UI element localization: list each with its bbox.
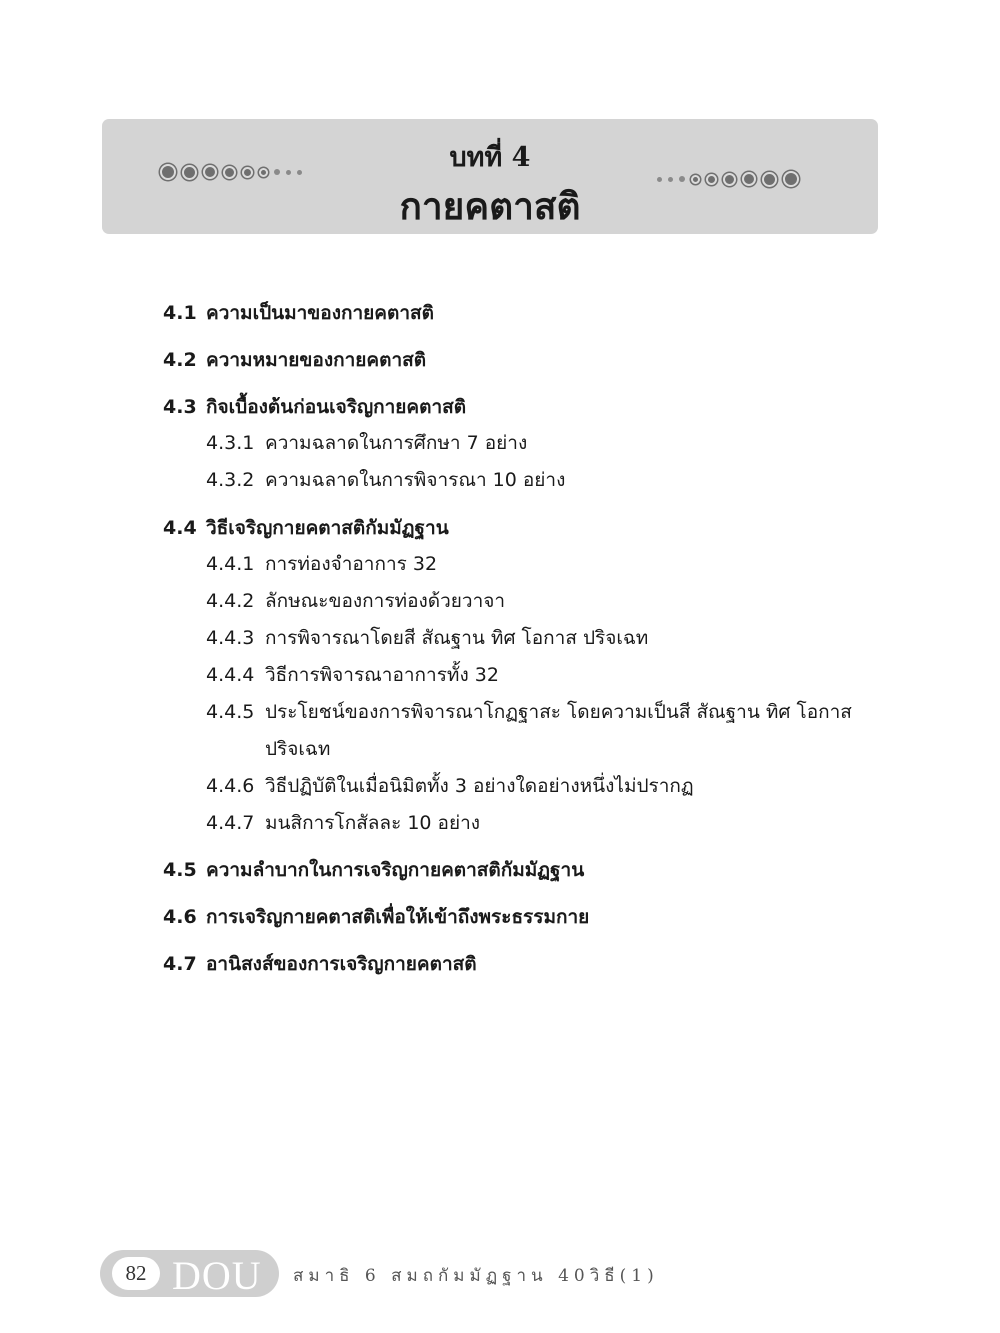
toc-number: 4.6 bbox=[163, 906, 197, 928]
toc-item-4-7 bbox=[163, 949, 477, 979]
book-title: สมาธิ 6 สมถกัมมัฏฐาน 40วิธี(1) bbox=[293, 1266, 659, 1286]
toc-text: ความฉลาดในการศึกษา 7 อย่าง bbox=[265, 432, 528, 454]
toc-text: ความหมายของกายคตาสติ bbox=[206, 349, 427, 371]
toc-text: วิธีการพิจารณาอาการทั้ง 32 bbox=[265, 664, 499, 686]
toc-text: การท่องจำอาการ 32 bbox=[265, 553, 438, 575]
toc-number: 4.3 bbox=[163, 396, 197, 418]
toc-number: 4.5 bbox=[163, 859, 197, 881]
toc-item-4-3 bbox=[163, 392, 466, 422]
toc-number: 4.4.3 bbox=[206, 627, 255, 649]
toc-text: มนสิการโกสัลละ 10 อย่าง bbox=[265, 812, 481, 834]
toc-number: 4.7 bbox=[163, 953, 197, 975]
toc-text: ความเป็นมาของกายคตาสติ bbox=[206, 302, 434, 324]
toc-text: วิธีเจริญกายคตาสติกัมมัฏฐาน bbox=[206, 517, 449, 539]
toc-number: 4.4.1 bbox=[206, 553, 255, 575]
toc-number: 4.2 bbox=[163, 349, 197, 371]
toc-text: วิธีปฏิบัติในเมื่อนิมิตทั้ง 3 อย่างใดอย่างหนึ่งไม่ปรากฏ bbox=[265, 775, 694, 797]
footer-badge bbox=[100, 1250, 279, 1297]
toc-text: การเจริญกายคตาสติเพื่อให้เข้าถึงพระธรรมกาย bbox=[206, 906, 590, 928]
toc-item-4-3-2 bbox=[206, 465, 565, 495]
chapter-title: กายคตาสติ bbox=[399, 185, 581, 228]
toc-number: 4.4.2 bbox=[206, 590, 255, 612]
toc-item-4-4-7 bbox=[206, 808, 480, 838]
toc-text: ประโยชน์ของการพิจารณาโกฏฐาสะ โดยความเป็นสี สัณฐาน ทิศ โอกาส bbox=[265, 701, 852, 723]
toc-item-4-3-1 bbox=[206, 428, 527, 458]
toc-item-4-4-5-continuation: ปริจเฉท bbox=[265, 738, 331, 760]
toc-number: 4.4.7 bbox=[206, 812, 255, 834]
toc-item-4-4-6 bbox=[206, 771, 694, 801]
toc-item-4-4-5 bbox=[206, 697, 852, 727]
toc-text: ความลำบากในการเจริญกายคตาสติกัมมัฏฐาน bbox=[206, 859, 585, 881]
toc-item-4-1 bbox=[163, 298, 434, 328]
toc-number: 4.4.6 bbox=[206, 775, 255, 797]
toc-number: 4.4.4 bbox=[206, 664, 255, 686]
toc-text: ลักษณะของการท่องด้วยวาจา bbox=[265, 590, 506, 612]
toc-number: 4.3.2 bbox=[206, 469, 255, 491]
toc-item-4-4-2 bbox=[206, 586, 505, 616]
toc-item-4-6 bbox=[163, 902, 589, 932]
page-number: 82 bbox=[112, 1257, 160, 1290]
toc-item-4-4-4 bbox=[206, 660, 499, 690]
chapter-label: บทที่ 4 bbox=[449, 142, 531, 173]
toc-item-4-4-1 bbox=[206, 549, 437, 579]
toc-number: 4.4.5 bbox=[206, 701, 255, 723]
toc-number: 4.4 bbox=[163, 517, 197, 539]
toc-text: ความฉลาดในการพิจารณา 10 อย่าง bbox=[265, 469, 566, 491]
toc-text: อานิสงส์ของการเจริญกายคตาสติ bbox=[206, 953, 477, 975]
toc-item-4-4-3 bbox=[206, 623, 648, 653]
toc-number: 4.1 bbox=[163, 302, 197, 324]
toc-text: การพิจารณาโดยสี สัณฐาน ทิศ โอกาส ปริจเฉท bbox=[265, 627, 649, 649]
toc-item-4-5 bbox=[163, 855, 584, 885]
toc-number: 4.3.1 bbox=[206, 432, 255, 454]
toc-text: กิจเบื้องต้นก่อนเจริญกายคตาสติ bbox=[206, 396, 467, 418]
toc-item-4-2 bbox=[163, 345, 426, 375]
toc-item-4-4 bbox=[163, 513, 449, 543]
brand-logo: DOU bbox=[172, 1253, 262, 1298]
